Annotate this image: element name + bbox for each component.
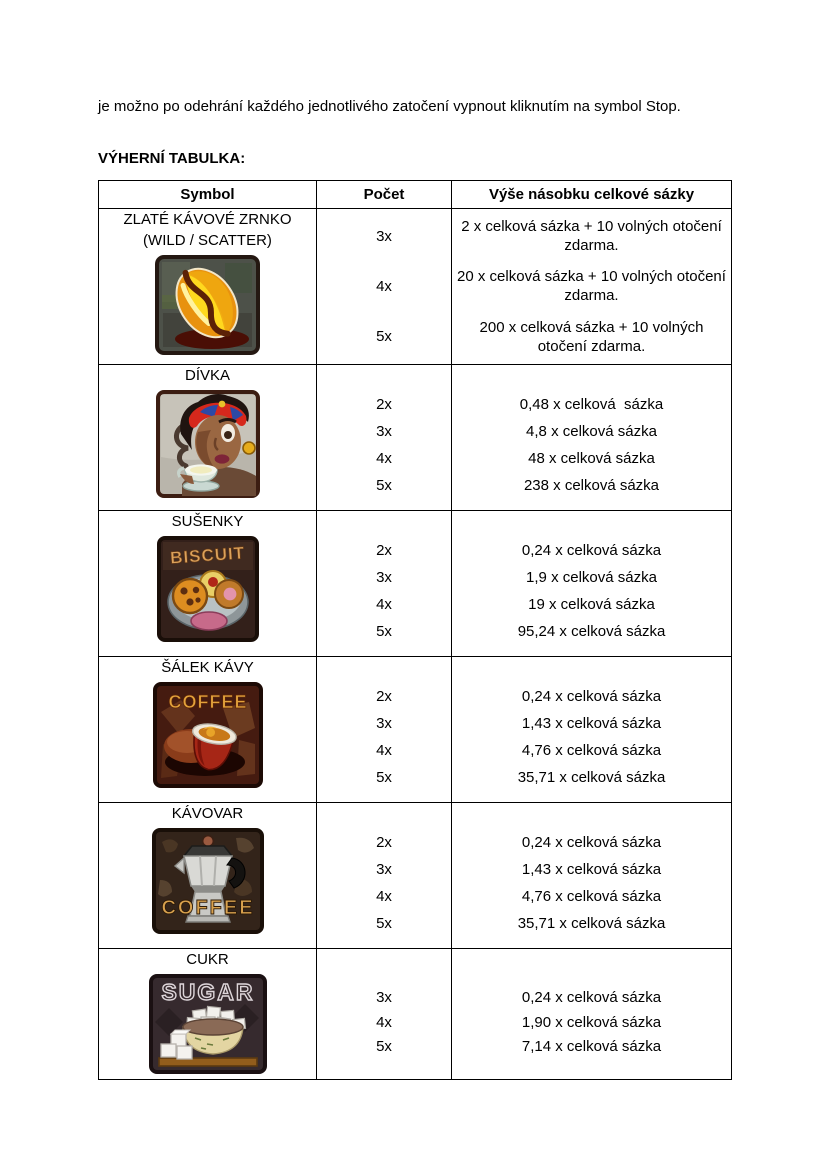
paytable [98, 180, 732, 1080]
count-cell [317, 803, 452, 949]
payout-value: 0,24 x celková sázka [521, 688, 662, 705]
payout-value: 35,71 x celková sázka [517, 915, 666, 932]
header-row [99, 181, 732, 209]
count-cell [317, 511, 452, 657]
symbol-subname: (WILD / SCATTER) [143, 232, 272, 249]
payout-value: 35,71 x celková sázka [517, 769, 666, 786]
count-value: 4x [376, 596, 392, 613]
count-value: 2x [376, 834, 392, 851]
symbol-cell [99, 209, 317, 365]
payout-value: 0,24 x celková sázka [521, 834, 662, 851]
count-value: 5x [376, 328, 392, 346]
payout-value: 20 x celková sázka + 10 volných otočení zdarma. [457, 268, 731, 305]
payout-cell [452, 657, 732, 803]
count-cell [317, 365, 452, 511]
coffee-cup-icon [99, 682, 316, 793]
count-cell [317, 209, 452, 365]
count-value: 2x [376, 688, 392, 705]
payout-cell [452, 803, 732, 949]
count-value: 3x [376, 989, 392, 1006]
payout-value: 95,24 x celková sázka [517, 623, 666, 640]
symbol-cell [99, 511, 317, 657]
payout-cell [452, 209, 732, 365]
table-row [99, 209, 732, 365]
table-row [99, 803, 732, 949]
payout-value: 1,43 x celková sázka [521, 861, 662, 878]
count-value: 3x [376, 861, 392, 878]
header-count: Počet [317, 181, 452, 209]
coffee-maker-icon [99, 828, 316, 939]
payout-cell [452, 511, 732, 657]
payout-value: 4,76 x celková sázka [521, 888, 662, 905]
payout-value: 2 x celková sázka + 10 volných otočení zdarma. [461, 218, 726, 255]
symbol-cell [99, 365, 317, 511]
payout-value: 4,76 x celková sázka [521, 742, 662, 759]
payout-value: 1,43 x celková sázka [521, 715, 662, 732]
header-payout: Výše násobku celkové sázky [452, 181, 732, 209]
payout-cell [452, 365, 732, 511]
biscuit-image-text: BISCUIT [169, 543, 246, 568]
biscuits-icon [99, 536, 316, 647]
payout-value: 0,24 x celková sázka [521, 989, 662, 1006]
count-value: 3x [376, 715, 392, 732]
count-value: 2x [376, 396, 392, 413]
symbol-cell [99, 803, 317, 949]
coffee-cup-image-text: COFFEE [167, 692, 248, 712]
count-value: 5x [376, 623, 392, 640]
count-value: 4x [376, 277, 392, 295]
symbol-name: CUKR [186, 951, 229, 968]
table-row [99, 949, 732, 1080]
count-value: 4x [376, 888, 392, 905]
payout-value: 0,48 x celková sázka [519, 396, 664, 413]
count-value: 5x [376, 477, 392, 494]
symbol-name: ŠÁLEK KÁVY [161, 659, 254, 676]
symbol-name: SUŠENKY [171, 513, 244, 530]
symbol-cell [99, 657, 317, 803]
count-value: 2x [376, 542, 392, 559]
table-row [99, 511, 732, 657]
count-value: 5x [376, 1038, 392, 1055]
symbol-name: DÍVKA [184, 367, 230, 384]
girl-icon [99, 390, 316, 503]
count-cell [317, 949, 452, 1080]
paytable-heading: VÝHERNÍ TABULKA: [98, 150, 246, 167]
payout-value: 200 x celková sázka + 10 volných otočení zdarma. [479, 318, 708, 355]
table-row [99, 365, 732, 511]
count-cell [317, 657, 452, 803]
count-value: 4x [376, 742, 392, 759]
count-value: 5x [376, 769, 392, 786]
payout-value: 238 x celková sázka [523, 477, 660, 494]
count-value: 3x [376, 227, 392, 245]
sugar-icon [99, 974, 316, 1079]
payout-value: 1,90 x celková sázka [521, 1013, 662, 1031]
count-value: 5x [376, 915, 392, 932]
payout-value: 0,24 x celková sázka [521, 542, 662, 559]
payout-cell [452, 949, 732, 1080]
symbol-name: ZLATÉ KÁVOVÉ ZRNKO [123, 211, 292, 228]
symbol-cell [99, 949, 317, 1080]
payout-value: 19 x celková sázka [528, 596, 655, 613]
header-symbol: Symbol [99, 181, 317, 209]
golden-coffee-bean-icon [99, 255, 316, 360]
count-value: 3x [376, 569, 392, 586]
count-value: 4x [376, 450, 392, 467]
count-value: 3x [376, 423, 392, 440]
sugar-image-text: SUGAR [160, 979, 255, 1005]
intro-paragraph: je možno po odehrání každého jednotlivého zatočení vypnout kliknutím na symbol Stop. [98, 98, 681, 115]
payout-value: 1,9 x celková sázka [526, 569, 657, 586]
payout-value: 7,14 x celková sázka [521, 1038, 662, 1055]
table-row [99, 657, 732, 803]
payout-value: 4,8 x celková sázka [526, 423, 657, 440]
symbol-name: KÁVOVAR [171, 805, 244, 822]
count-value: 4x [376, 1013, 392, 1031]
payout-value: 48 x celková sázka [528, 450, 655, 467]
document-page [98, 96, 731, 1080]
coffee-maker-image-text: COFFEE [160, 897, 255, 919]
